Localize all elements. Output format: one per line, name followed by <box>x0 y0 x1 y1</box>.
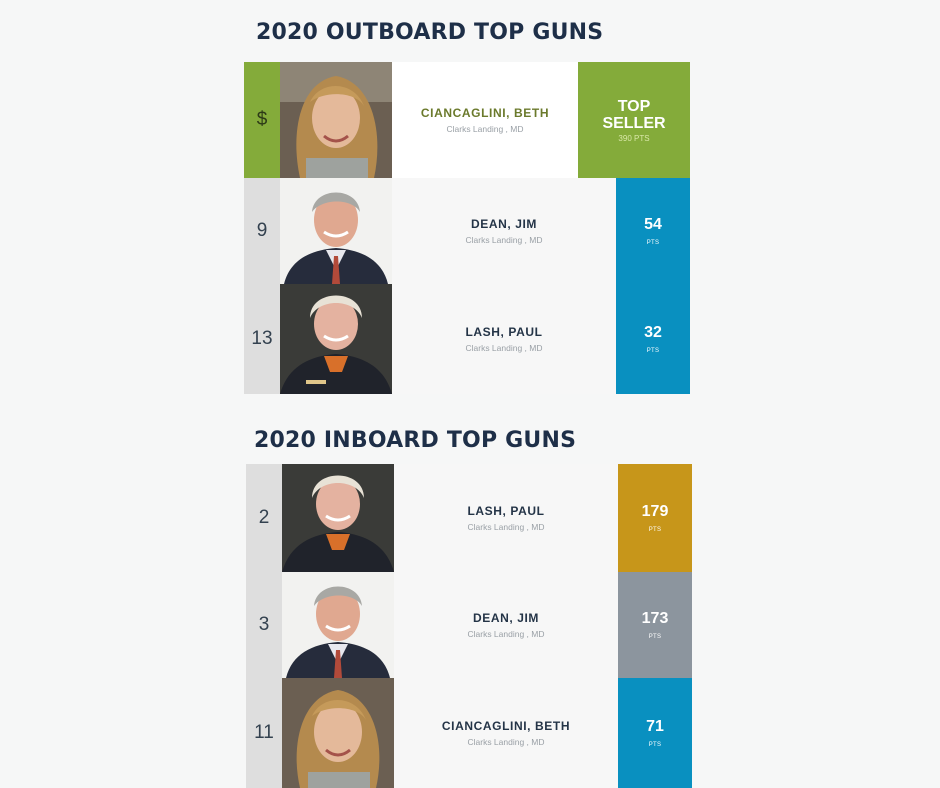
points-unit: PTS <box>648 527 662 533</box>
top-seller-badge <box>578 62 690 178</box>
points-value: 173 <box>641 610 669 627</box>
rank-label: 9 <box>244 178 280 284</box>
points-value: 179 <box>641 503 669 520</box>
info-cell <box>394 678 618 788</box>
list-item[interactable] <box>246 572 692 678</box>
top-seller-line1: TOP <box>617 97 651 115</box>
points-badge <box>616 284 690 394</box>
location-label: Clarks Landing , MD <box>465 235 543 245</box>
list-item[interactable] <box>244 178 690 284</box>
name-label: CIANCAGLINI, BETH <box>420 106 550 120</box>
points-unit: PTS <box>648 742 662 748</box>
top-seller-row[interactable] <box>244 62 690 178</box>
points-badge <box>618 464 692 572</box>
points-value: 32 <box>644 324 662 341</box>
avatar-jim <box>282 572 394 678</box>
rank-label: 13 <box>244 284 280 394</box>
location-label: Clarks Landing , MD <box>467 522 545 532</box>
rank-label: 2 <box>246 464 282 572</box>
points-badge <box>616 178 690 284</box>
avatar-beth <box>280 62 392 178</box>
top-seller-info <box>392 62 578 178</box>
list-item[interactable] <box>246 678 692 788</box>
info-cell <box>394 464 618 572</box>
rank-dollar: $ <box>244 62 280 178</box>
info-cell <box>394 572 618 678</box>
top-seller-points: 390 PTS <box>618 133 650 143</box>
rank-label: 11 <box>246 678 282 788</box>
points-unit: PTS <box>646 240 660 246</box>
avatar-beth <box>282 678 394 788</box>
location-label: Clarks Landing , MD <box>465 343 543 353</box>
rank-label: 3 <box>246 572 282 678</box>
location-label: Clarks Landing , MD <box>467 737 545 747</box>
inboard-section-title: 2020 INBOARD TOP GUNS <box>254 428 577 453</box>
name-label: LASH, PAUL <box>467 504 545 518</box>
name-label: CIANCAGLINI, BETH <box>441 719 571 733</box>
points-badge <box>618 572 692 678</box>
list-item[interactable] <box>244 284 690 394</box>
info-cell <box>392 178 616 284</box>
name-label: DEAN, JIM <box>472 611 540 625</box>
info-cell <box>392 284 616 394</box>
points-badge <box>618 678 692 788</box>
location-label: Clarks Landing , MD <box>467 629 545 639</box>
points-value: 71 <box>646 718 664 735</box>
list-item[interactable] <box>246 464 692 572</box>
avatar-paul <box>280 284 392 394</box>
points-unit: PTS <box>646 348 660 354</box>
name-label: LASH, PAUL <box>465 325 543 339</box>
points-unit: PTS <box>648 634 662 640</box>
location-label: Clarks Landing , MD <box>446 124 524 134</box>
name-label: DEAN, JIM <box>470 217 538 231</box>
outboard-section-title: 2020 OUTBOARD TOP GUNS <box>256 20 604 45</box>
avatar-paul <box>282 464 394 572</box>
points-value: 54 <box>644 216 662 233</box>
avatar-jim <box>280 178 392 284</box>
top-seller-line2: SELLER <box>602 114 666 132</box>
